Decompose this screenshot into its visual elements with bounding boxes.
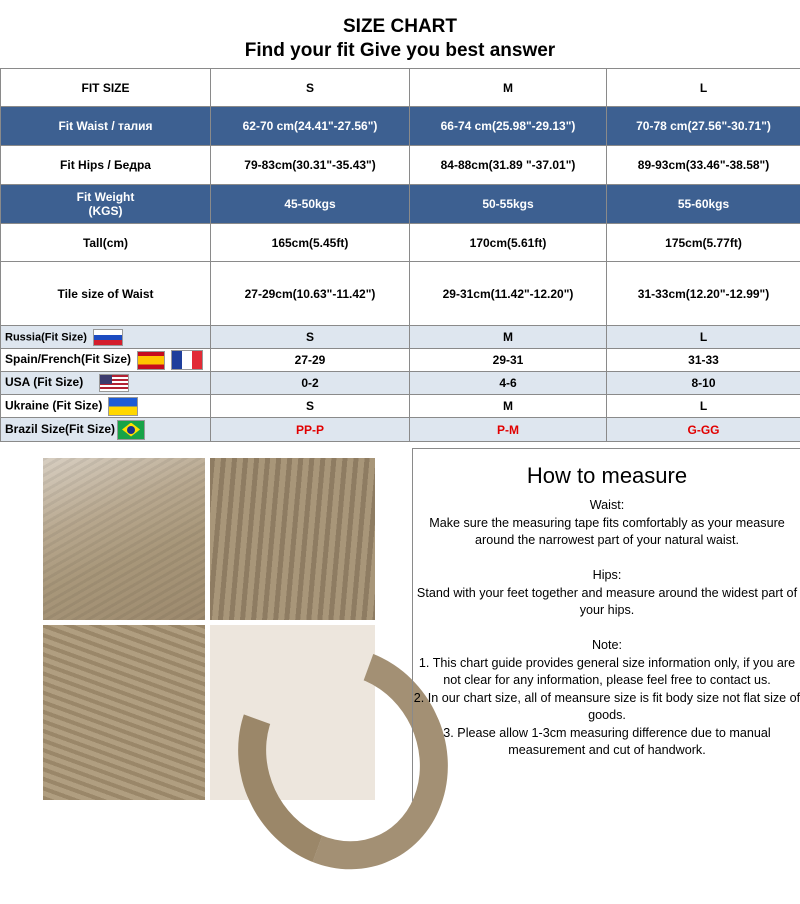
table-cell: 29-31 (410, 349, 607, 372)
table-row (1, 372, 800, 395)
how-to-measure-heading: How to measure (413, 463, 800, 489)
table-row (1, 349, 800, 372)
product-photo-waistband-curve (210, 625, 375, 800)
row-label (1, 185, 211, 224)
table-row (1, 185, 800, 224)
column-header: M (410, 69, 607, 107)
row-label-text: Brazil Size(Fit Size) (5, 422, 115, 436)
table-cell: P-M (410, 418, 607, 442)
note-1: 1. This chart guide provides general size information only, if you are not clear for any information, please feel free to contact us. (413, 655, 800, 690)
spain-flag-icon (137, 351, 165, 370)
table-cell: 84-88cm(31.89 "-37.01") (410, 146, 607, 185)
table-row (1, 418, 800, 442)
row-label-line1: Fit Weight (77, 190, 135, 204)
france-flag-icon (171, 350, 203, 370)
row-label (1, 372, 211, 395)
waist-text: Make sure the measuring tape fits comfortably as your measure around the narrowest part of your natural waist. (413, 515, 800, 550)
row-label (1, 418, 211, 442)
product-photos (43, 458, 375, 800)
row-label: Fit Hips / Бедра (1, 146, 211, 185)
table-cell: 50-55kgs (410, 185, 607, 224)
table-cell: M (410, 395, 607, 418)
row-label-text: Spain/French(Fit Size) (5, 352, 131, 366)
row-label-text: Ukraine (Fit Size) (5, 398, 102, 412)
table-cell: 55-60kgs (607, 185, 800, 224)
column-header: L (607, 69, 800, 107)
table-cell: 175cm(5.77ft) (607, 224, 800, 262)
row-label: Tall(cm) (1, 224, 211, 262)
row-label (1, 395, 211, 418)
size-chart-table (0, 68, 800, 442)
table-cell: 170cm(5.61ft) (410, 224, 607, 262)
table-cell: 31-33 (607, 349, 800, 372)
table-row (1, 107, 800, 146)
waist-label: Waist: (413, 497, 800, 515)
table-cell: L (607, 326, 800, 349)
ukraine-flag-icon (108, 397, 138, 416)
table-cell: 0-2 (211, 372, 410, 395)
table-cell: 89-93cm(33.46"-38.58") (607, 146, 800, 185)
chart-title: SIZE CHART (0, 16, 800, 38)
hips-text: Stand with your feet together and measure around the widest part of your hips. (413, 585, 800, 620)
russia-flag-icon (93, 329, 123, 346)
table-cell: 8-10 (607, 372, 800, 395)
table-cell: 31-33cm(12.20"-12.99") (607, 262, 800, 326)
table-header-row (1, 69, 800, 107)
brazil-flag-icon (117, 420, 145, 440)
product-photo-ribbed-texture (210, 458, 375, 620)
note-3: 3. Please allow 1-3cm measuring difference due to manual measurement and cut of handwork. (413, 725, 800, 760)
table-cell: 79-83cm(30.31"-35.43") (211, 146, 410, 185)
table-cell: 66-74 cm(25.98"-29.13") (410, 107, 607, 146)
row-label: Tile size of Waist (1, 262, 211, 326)
row-label-text: USA (Fit Size) (5, 375, 83, 389)
measure-instructions (413, 497, 800, 760)
column-header: S (211, 69, 410, 107)
table-cell: G-GG (607, 418, 800, 442)
note-label: Note: (413, 637, 800, 655)
table-row (1, 224, 800, 262)
row-label-line2: (KGS) (89, 204, 123, 218)
table-cell: S (211, 395, 410, 418)
how-to-measure-panel (412, 448, 800, 801)
table-row (1, 395, 800, 418)
table-cell: 4-6 (410, 372, 607, 395)
table-cell: 27-29 (211, 349, 410, 372)
row-label: Fit Waist / талия (1, 107, 211, 146)
column-header: FIT SIZE (1, 69, 211, 107)
usa-flag-icon (99, 374, 129, 392)
note-2: 2. In our chart size, all of meansure size is fit body size not flat size of goods. (413, 690, 800, 725)
hips-label: Hips: (413, 567, 800, 585)
table-row (1, 146, 800, 185)
product-photo-crotch-detail (43, 625, 205, 800)
product-photo-waistband (43, 458, 205, 620)
table-cell: 45-50kgs (211, 185, 410, 224)
table-cell: M (410, 326, 607, 349)
table-cell: L (607, 395, 800, 418)
table-cell: S (211, 326, 410, 349)
table-cell: 29-31cm(11.42"-12.20") (410, 262, 607, 326)
table-cell: 70-78 cm(27.56"-30.71") (607, 107, 800, 146)
row-label (1, 349, 211, 372)
row-label (1, 326, 211, 349)
table-cell: 27-29cm(10.63"-11.42") (211, 262, 410, 326)
table-cell: 62-70 cm(24.41"-27.56") (211, 107, 410, 146)
table-row (1, 262, 800, 326)
table-cell: PP-P (211, 418, 410, 442)
row-label-text: Russia(Fit Size) (5, 331, 87, 343)
table-row (1, 326, 800, 349)
header (0, 0, 800, 68)
chart-subtitle: Find your fit Give you best answer (0, 40, 800, 62)
table-cell: 165cm(5.45ft) (211, 224, 410, 262)
